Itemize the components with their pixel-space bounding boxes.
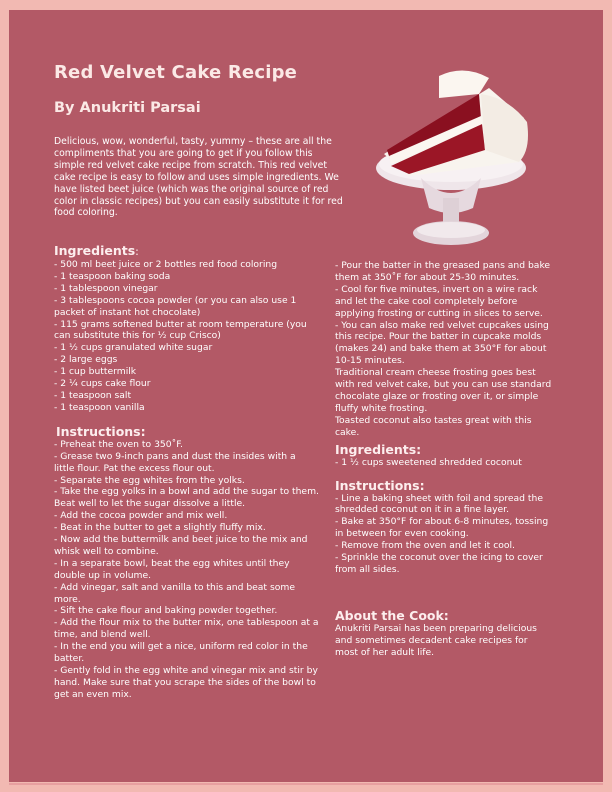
list-item: - 500 ml beet juice or 2 bottles red food coloring bbox=[54, 259, 278, 270]
about-cook-text: Anukriti Parsai has been preparing delicious and sometimes decadent cake recipes for most of her adult life. bbox=[335, 622, 537, 658]
list-item: - Pour the batter in the greased pans and bake them at 350˚F for about 25-30 minutes. bbox=[335, 260, 551, 283]
list-item: - Now add the buttermilk and beet juice to the mix and whisk well to combine. bbox=[54, 534, 308, 557]
list-item: - Add vinegar, salt and vanilla to this and beat some more. bbox=[54, 581, 295, 605]
list-item: - 2 ¼ cups cake flour bbox=[54, 378, 151, 390]
list-item: - Preheat the oven to 350˚F. bbox=[54, 438, 183, 450]
recipe-author: By Anukriti Parsai bbox=[54, 100, 201, 116]
list-item: - 1 ½ cups granulated white sugar bbox=[54, 342, 213, 354]
list-item: - Remove from the oven and let it cool. bbox=[335, 540, 515, 552]
list-item: - Beat in the butter to get a slightly fluffy mix. bbox=[54, 522, 266, 534]
list-item: - In the end you will get a nice, uniform red color in the batter. bbox=[54, 641, 308, 665]
coconut-ingredients-list bbox=[335, 457, 553, 469]
instructions-heading: Instructions: bbox=[56, 423, 146, 439]
list-item: Traditional cream cheese frosting goes best with red velvet cake, but you can use standard chocolate glaze or frosting over it, or simple fluffy white frosting. bbox=[335, 367, 552, 414]
list-item: - Take the egg yolks in a bowl and add the sugar to them. Beat well to let the sugar dissolve a little. bbox=[54, 486, 319, 510]
list-item: - You can also make red velvet cupcakes using this recipe. Pour the batter in cupcake molds (makes 24) and bake them at 350°F for about 10-15 minutes. bbox=[335, 319, 549, 367]
list-item: - Grease two 9-inch pans and dust the insides with a little flour. Pat the excess flour out. bbox=[54, 450, 296, 474]
list-item: - 115 grams softened butter at room temperature (you can substitute this for ½ cup Crisco) bbox=[54, 318, 307, 342]
list-item: - Cool for five minutes, invert on a wire rack and let the cake cool completely before applying frosting or cutting in slices to serve. bbox=[335, 283, 543, 319]
list-item: - 1 teaspoon baking soda bbox=[54, 270, 171, 282]
coconut-instructions-heading: Instructions: bbox=[335, 477, 425, 493]
list-item: - 3 tablespoons cocoa powder (or you can also use 1 packet of instant hot chocolate) bbox=[54, 294, 297, 318]
coconut-ingredients-heading: Ingredients: bbox=[335, 441, 422, 457]
instructions-list bbox=[54, 439, 319, 701]
list-item: - Separate the egg whites from the yolks. bbox=[54, 474, 245, 486]
list-item: - Line a baking sheet with foil and spread the shredded coconut on it in a fine layer. bbox=[335, 492, 544, 516]
right-column bbox=[335, 260, 553, 659]
list-item: - Add the flour mix to the butter mix, one tablespoon at a time, and blend well. bbox=[54, 617, 319, 641]
list-item: - Sprinkle the coconut over the icing to cover from all sides. bbox=[335, 552, 543, 575]
left-column bbox=[54, 243, 319, 701]
list-item: - 1 teaspoon vanilla bbox=[54, 401, 145, 413]
list-item: - Add the cocoa powder and mix well. bbox=[54, 510, 228, 522]
instructions-list-continued bbox=[335, 260, 553, 439]
list-item: - Sift the cake flour and baking powder together. bbox=[54, 605, 278, 617]
list-item: - Gently fold in the egg white and vinegar mix and stir by hand. Make sure that you scrape the sides of the bowl to get an even mix. bbox=[54, 665, 318, 700]
ingredients-heading: Ingredients: bbox=[54, 243, 139, 258]
list-item: - 1 teaspoon salt bbox=[54, 389, 132, 401]
recipe-page bbox=[9, 10, 603, 782]
red-velvet-cake-image bbox=[369, 58, 534, 258]
list-item: - Bake at 350°F for about 6-8 minutes, tossing in between for even cooking. bbox=[335, 516, 549, 540]
list-item: - 2 large eggs bbox=[54, 354, 118, 366]
coconut-instructions-list bbox=[335, 493, 553, 576]
ingredients-list bbox=[54, 259, 319, 414]
recipe-title: Red Velvet Cake Recipe bbox=[54, 62, 298, 83]
recipe-intro: Delicious, wow, wonderful, tasty, yummy – these are all the compliments that you are going to get if you follow this simple red velvet cake recipe from scratch. This red velvet cake recipe is easy to follow and uses simple ingredients. We have listed beet juice (which was the original source of red color in classic recipes) but you can easily substitute it for red food coloring. bbox=[54, 136, 343, 219]
about-cook-heading: About the Cook: bbox=[335, 607, 449, 623]
list-item: Toasted coconut also tastes great with this cake. bbox=[335, 414, 532, 438]
page-border-line bbox=[9, 783, 603, 785]
list-item: - 1 cup buttermilk bbox=[54, 366, 137, 378]
list-item: - 1 tablespoon vinegar bbox=[54, 282, 158, 294]
list-item: - 1 ½ cups sweetened shredded coconut bbox=[335, 456, 522, 468]
list-item: - In a separate bowl, beat the egg whites until they double up in volume. bbox=[54, 557, 290, 581]
